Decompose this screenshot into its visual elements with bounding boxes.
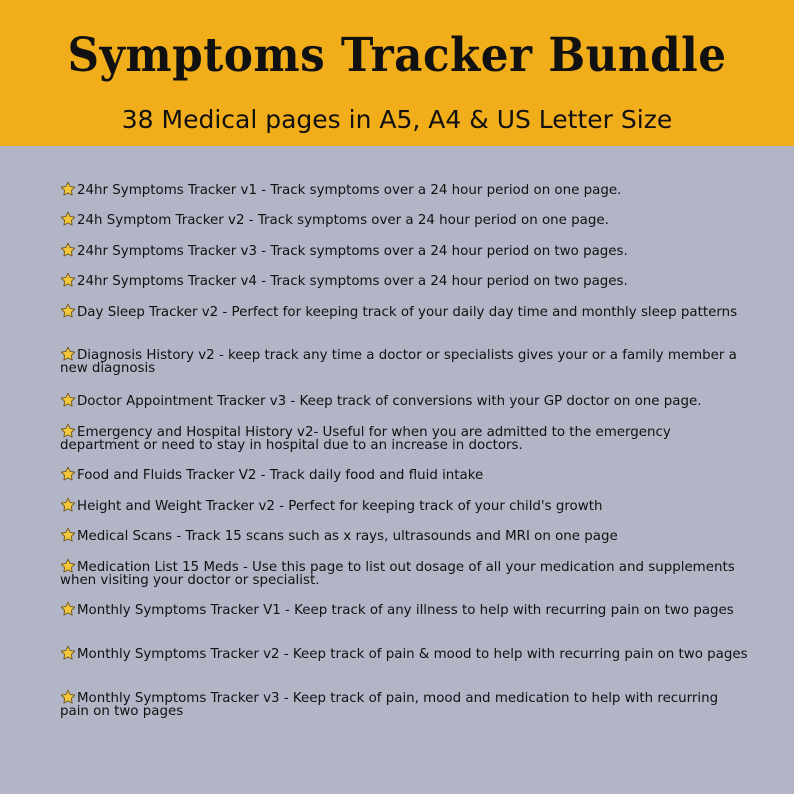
- star-icon: [60, 689, 76, 705]
- list-item-text: Medication List 15 Meds - Use this page to list out dosage of all your medication and supplements when visiting your doctor or specialist.: [60, 560, 735, 588]
- list-item: [60, 558, 750, 587]
- list-item: [60, 211, 750, 227]
- list-item: [60, 346, 750, 375]
- star-icon: [60, 497, 76, 513]
- list-item-text: Food and Fluids Tracker V2 - Track daily food and fluid intake: [77, 468, 484, 483]
- list-item: [60, 527, 750, 543]
- star-icon: [60, 272, 76, 288]
- list-item-text: Day Sleep Tracker v2 - Perfect for keeping track of your daily day time and monthly sleep patterns: [77, 305, 738, 320]
- list-item: [60, 303, 750, 319]
- list-item-text: Monthly Symptoms Tracker v3 - Keep track of pain, mood and medication to help with recurring pain on two pages: [60, 691, 719, 719]
- star-icon: [60, 601, 76, 617]
- list-item: [60, 689, 750, 718]
- star-icon: [60, 527, 76, 543]
- list-item: [60, 497, 750, 513]
- star-icon: [60, 466, 76, 482]
- star-icon: [60, 392, 76, 408]
- list-item: [60, 601, 750, 617]
- list-item-text: Monthly Symptoms Tracker V1 - Keep track of any illness to help with recurring pain on two pages: [77, 603, 734, 618]
- list-item-text: Medical Scans - Track 15 scans such as x rays, ultrasounds and MRI on one page: [77, 529, 618, 544]
- list-item-text: Height and Weight Tracker v2 - Perfect for keeping track of your child's growth: [77, 499, 603, 514]
- list-item-text: 24hr Symptoms Tracker v1 - Track symptoms over a 24 hour period on one page.: [77, 183, 622, 198]
- star-icon: [60, 558, 76, 574]
- star-icon: [60, 645, 76, 661]
- list-item: [60, 181, 750, 197]
- star-icon: [60, 242, 76, 258]
- star-icon: [60, 211, 76, 227]
- star-icon: [60, 423, 76, 439]
- list-item-text: 24hr Symptoms Tracker v4 - Track symptoms over a 24 hour period on two pages.: [77, 274, 628, 289]
- list-item: [60, 272, 750, 288]
- list-item-text: Doctor Appointment Tracker v3 - Keep track of conversions with your GP doctor on one page.: [77, 394, 702, 409]
- list-item: [60, 645, 750, 661]
- header-banner: [0, 0, 794, 146]
- list-item-text: Diagnosis History v2 - keep track any time a doctor or specialists gives your or a family member a new diagnosis: [60, 348, 737, 376]
- list-item-text: 24h Symptom Tracker v2 - Track symptoms over a 24 hour period on one page.: [77, 213, 609, 228]
- list-item-text: Monthly Symptoms Tracker v2 - Keep track of pain & mood to help with recurring pain on two pages: [77, 647, 748, 662]
- list-item-text: 24hr Symptoms Tracker v3 - Track symptoms over a 24 hour period on two pages.: [77, 244, 628, 259]
- list-item: [60, 392, 750, 408]
- star-icon: [60, 303, 76, 319]
- list-item: [60, 242, 750, 258]
- list-item: [60, 423, 750, 452]
- list-item: [60, 466, 750, 482]
- star-icon: [60, 181, 76, 197]
- page-subtitle: 38 Medical pages in A5, A4 & US Letter Size: [121, 105, 673, 134]
- star-icon: [60, 346, 76, 362]
- list-item-text: Emergency and Hospital History v2- Useful for when you are admitted to the emergency department or need to stay in hospital due to an increase in doctors.: [60, 425, 671, 453]
- page-title: Symptoms Tracker Bundle: [67, 28, 727, 83]
